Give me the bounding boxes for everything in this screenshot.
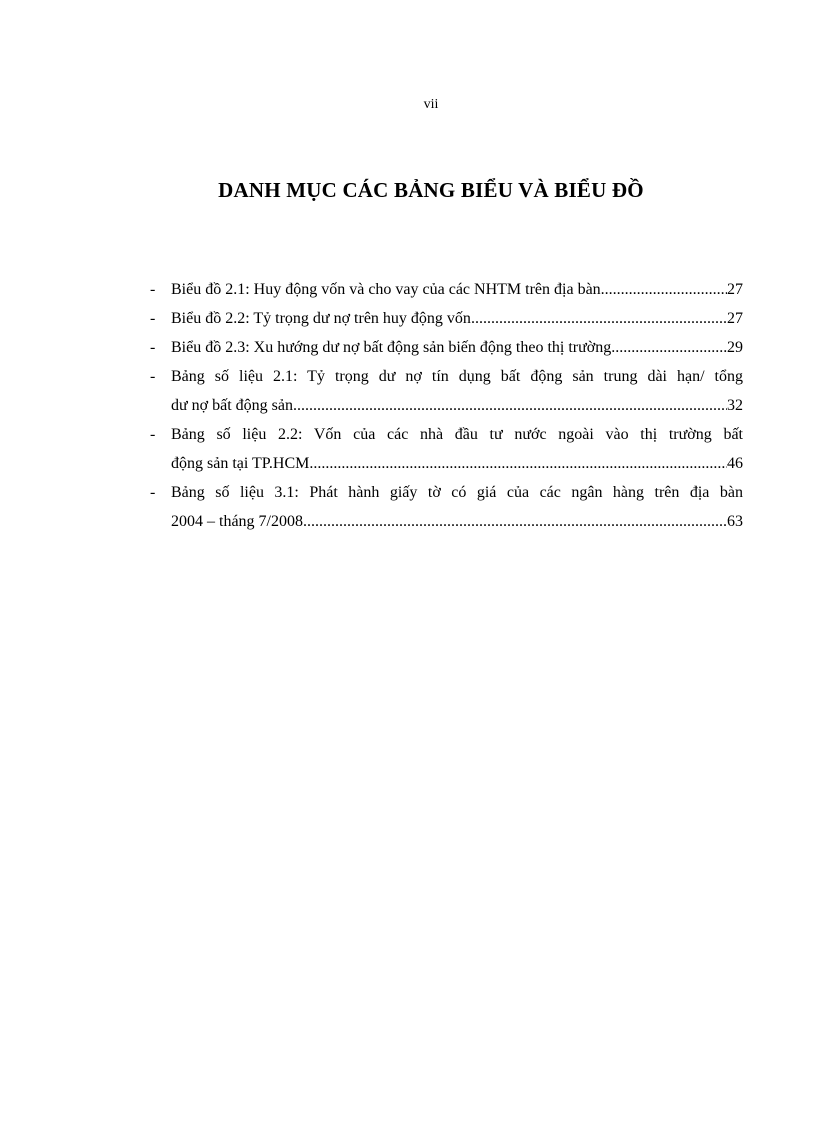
bullet-dash: - <box>150 368 156 385</box>
toc-entry-title-line-2: dư nợ bất động sản <box>171 397 294 414</box>
toc-entry-page: 27 <box>727 281 743 298</box>
dot-leader <box>471 304 727 333</box>
toc-entry-table-3-1[interactable] <box>150 478 743 536</box>
bullet-dash: - <box>150 281 156 298</box>
bullet-dash: - <box>150 484 156 501</box>
toc-entry-title: Biểu đồ 2.1: Huy động vốn và cho vay của các NHTM trên địa bàn <box>171 281 601 298</box>
toc-entry-page: 27 <box>727 310 743 327</box>
toc-entry-title: Biểu đồ 2.3: Xu hướng dư nợ bất động sản biến động theo thị trường <box>171 339 612 356</box>
toc-entry-line <box>171 304 743 333</box>
toc-entry-table-2-2[interactable] <box>150 420 743 478</box>
bullet-dash: - <box>150 339 156 356</box>
list-of-tables-and-charts <box>150 275 743 536</box>
toc-entry-title-line-1: Bảng số liệu 2.2: Vốn của các nhà đầu tư nước ngoài vào thị trường bất <box>171 426 743 443</box>
page-title: DANH MỤC CÁC BẢNG BIỂU VÀ BIỂU ĐỒ <box>218 178 644 202</box>
toc-entry-page: 32 <box>727 397 743 414</box>
dot-leader <box>309 449 727 478</box>
toc-entry-title-line-2: động sản tại TP.HCM <box>171 455 310 472</box>
toc-entry-line <box>171 275 743 304</box>
toc-entry-title-line-2: 2004 – tháng 7/2008 <box>171 513 303 530</box>
toc-entry-table-2-1[interactable] <box>150 362 743 420</box>
toc-entry-chart-2-1[interactable] <box>150 275 743 304</box>
dot-leader <box>601 275 727 304</box>
toc-entry-page: 46 <box>727 455 743 472</box>
bullet-dash: - <box>150 426 156 443</box>
dot-leader <box>293 391 727 420</box>
toc-entry-chart-2-3[interactable] <box>150 333 743 362</box>
page-number: vii <box>423 97 439 112</box>
dot-leader <box>611 333 727 362</box>
toc-entry-title-line-1: Bảng số liệu 2.1: Tỷ trọng dư nợ tín dụng bất động sản trung dài hạn/ tổng <box>171 368 743 385</box>
toc-entry-title-line-1: Bảng số liệu 3.1: Phát hành giấy tờ có giá của các ngân hàng trên địa bàn <box>171 484 743 501</box>
toc-entry-line <box>171 449 743 478</box>
toc-entry-line <box>171 333 743 362</box>
toc-entry-line <box>171 507 743 536</box>
bullet-dash: - <box>150 310 156 327</box>
toc-entry-line <box>171 391 743 420</box>
toc-entry-page: 63 <box>727 513 743 530</box>
toc-entry-page: 29 <box>727 339 743 356</box>
toc-entry-chart-2-2[interactable] <box>150 304 743 333</box>
dot-leader <box>303 507 727 536</box>
toc-entry-title: Biểu đồ 2.2: Tỷ trọng dư nợ trên huy động vốn <box>171 310 471 327</box>
